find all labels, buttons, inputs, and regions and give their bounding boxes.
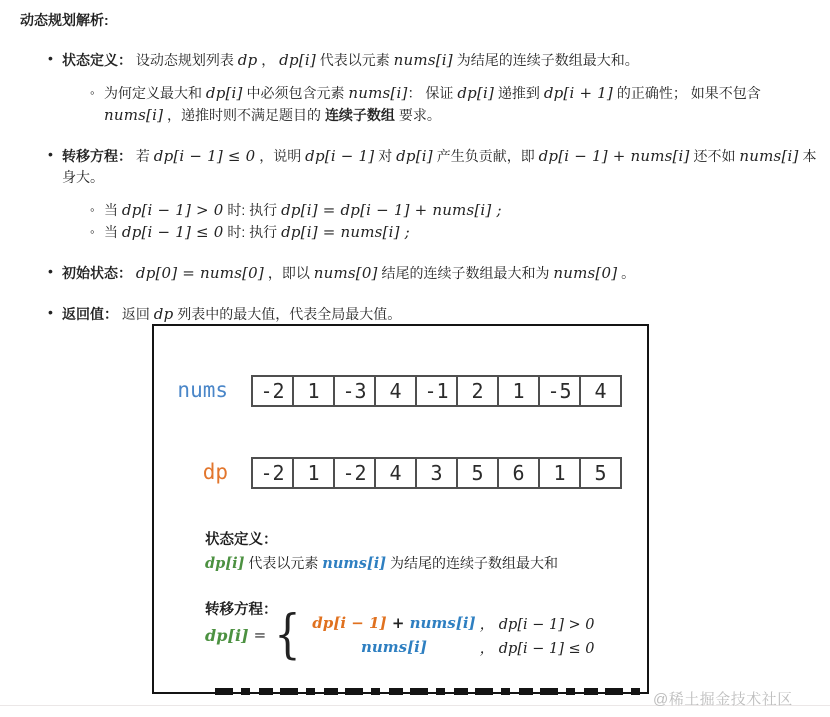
clipped-text-artifact	[215, 688, 649, 695]
array-cell: 4	[374, 457, 417, 489]
figure-transfer-title: 转移方程：	[205, 602, 278, 618]
array-cell: 4	[374, 375, 417, 407]
math-segment: dp[i]	[457, 84, 495, 102]
math-segment: +	[386, 614, 410, 632]
equation-lhs: dp[i]	[205, 625, 249, 645]
text-segment: ，	[257, 52, 280, 68]
text-segment: 的正确性； 如果不包含	[612, 85, 761, 101]
text-segment: 若	[132, 148, 154, 164]
sub-bullet-why-include	[90, 82, 804, 126]
math-segment: dp[i]	[279, 51, 316, 69]
math-segment: nums[0]	[313, 264, 378, 282]
left-brace: {	[274, 605, 301, 665]
math-segment: nums[i]	[322, 555, 387, 572]
case1-condition: ， dp[i − 1] > 0	[479, 616, 595, 633]
text-segment: 当	[104, 224, 122, 240]
text-segment: 时: 执行	[223, 224, 282, 240]
bullet-transfer-equation	[48, 146, 830, 243]
array-cell: 4	[579, 375, 622, 407]
figure-state-body	[205, 553, 558, 573]
math-segment: ;	[491, 201, 502, 219]
math-segment: dp[i]	[396, 147, 433, 165]
text-segment: ，即以	[263, 265, 314, 281]
text-segment: 时: 执行	[223, 202, 282, 218]
array-cell: -2	[251, 375, 294, 407]
math-segment: nums[i]	[104, 106, 164, 124]
math-segment: ;	[399, 223, 410, 241]
bullet-text	[62, 146, 828, 188]
array-cell: -2	[333, 457, 376, 489]
math-segment: dp[i] = nums[i]	[281, 223, 400, 241]
sub-bullet-case-nonpositive	[90, 221, 804, 243]
text-segment: 要求。	[394, 107, 441, 123]
array-cell: -3	[333, 375, 376, 407]
math-segment: dp[i − 1] ≤ 0	[121, 223, 224, 241]
case2-condition: ， dp[i − 1] ≤ 0	[479, 640, 595, 657]
text-segment: 对	[374, 148, 397, 164]
math-segment: dp[0] = nums[0]	[135, 264, 264, 282]
text-segment: 返回值：	[62, 306, 118, 322]
math-segment: nums[0]	[553, 264, 618, 282]
math-segment: nums[i]	[393, 51, 453, 69]
equals-sign: =	[253, 626, 267, 644]
math-segment: dp[i] = dp[i − 1] + nums[i]	[281, 201, 492, 219]
case1-expression	[312, 614, 475, 632]
figure-state-title: 状态定义：	[205, 532, 278, 548]
text-segment: ，递推时则不满足题目的	[163, 107, 325, 123]
array-cell: 1	[538, 457, 581, 489]
nums-array-label: nums	[177, 378, 228, 402]
text-segment: 结尾的连续子数组最大和为	[377, 265, 554, 281]
case2-expression: nums[i]	[360, 638, 427, 656]
math-segment: dp[i − 1]	[305, 147, 375, 165]
array-cell: 2	[456, 375, 499, 407]
array-cell: 5	[456, 457, 499, 489]
watermark: @稀土掘金技术社区	[653, 691, 793, 708]
bullet-state-definition	[48, 50, 830, 126]
section-heading: 动态规划解析:	[20, 12, 109, 28]
text-segment: 中必须包含元素	[242, 85, 349, 101]
text-segment: 为结尾的连续子数组最大和。	[452, 52, 639, 68]
text-segment: 。	[617, 265, 636, 281]
array-cell: -5	[538, 375, 581, 407]
math-segment: dp[i − 1] ≤ 0	[153, 147, 256, 165]
math-segment: nums[i]	[348, 84, 408, 102]
text-segment: 转移方程：	[62, 148, 132, 164]
array-cell: -2	[251, 457, 294, 489]
bullet-return-value	[48, 304, 830, 325]
math-segment: dp[i]	[205, 555, 245, 572]
text-segment: 本身大。	[62, 148, 817, 185]
text-segment: 列表中的最大值，代表全局最大值。	[173, 306, 402, 322]
text-segment: 产生负贡献，即	[432, 148, 539, 164]
array-cell: 1	[292, 375, 335, 407]
array-cell: 6	[497, 457, 540, 489]
bullet-initial-state	[48, 263, 830, 284]
dp-diagram	[152, 324, 649, 694]
text-segment: 连续子数组	[324, 107, 395, 123]
math-segment: dp[i − 1] + nums[i]	[538, 147, 690, 165]
text-segment: 状态定义：	[62, 52, 132, 68]
text-segment: 初始状态：	[62, 265, 132, 281]
text-segment: ，说明	[255, 148, 306, 164]
text-segment: 代表以元素	[315, 52, 394, 68]
bullet-text	[62, 50, 828, 71]
text-segment: 返回	[118, 306, 154, 322]
nums-array-cells	[251, 375, 622, 407]
text-segment: 为结尾的连续子数组最大和	[386, 555, 559, 571]
text-segment: ： 保证	[407, 85, 458, 101]
bullet-text	[62, 263, 828, 284]
bullet-text	[62, 304, 828, 325]
text-segment: 为何定义最大和	[104, 85, 206, 101]
math-segment: nums[i]	[409, 614, 476, 632]
math-segment: dp	[153, 305, 174, 323]
array-cell: 1	[497, 375, 540, 407]
sub-bullet-case-positive	[90, 199, 804, 221]
array-cell: -1	[415, 375, 458, 407]
math-segment: dp[i − 1] > 0	[121, 201, 224, 219]
math-segment: dp	[237, 51, 258, 69]
math-segment: dp[i + 1]	[543, 84, 613, 102]
text-segment: 设动态规划列表	[132, 52, 238, 68]
array-cell: 1	[292, 457, 335, 489]
sub-list	[62, 82, 830, 126]
text-segment: 当	[104, 202, 122, 218]
sub-list	[62, 199, 830, 243]
equation-cases	[312, 613, 594, 658]
math-segment: dp[i]	[205, 84, 243, 102]
array-cell: 5	[579, 457, 622, 489]
dp-array-cells	[251, 457, 622, 489]
math-segment: nums[i]	[739, 147, 799, 165]
array-cell: 3	[415, 457, 458, 489]
text-segment: 递推到	[494, 85, 544, 101]
article-content	[0, 0, 830, 325]
math-segment: dp[i − 1]	[312, 614, 387, 632]
analysis-list	[20, 50, 830, 325]
text-segment: 还不如	[689, 148, 740, 164]
text-segment: 代表以元素	[244, 555, 323, 571]
dp-array-label: dp	[202, 460, 228, 484]
